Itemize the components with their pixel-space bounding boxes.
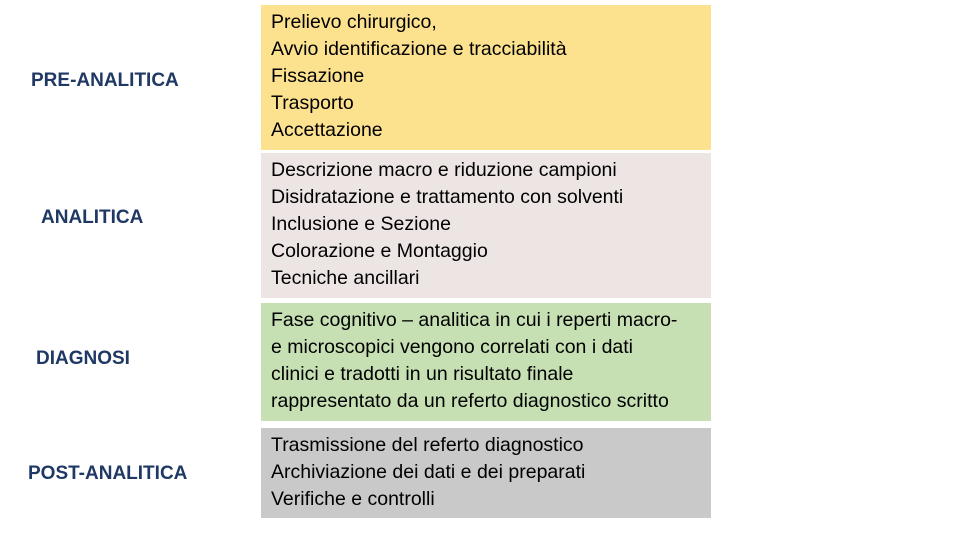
stage-line: Trasporto	[271, 92, 354, 114]
stage-line: rappresentato da un referto diagnostico scritto	[271, 390, 669, 412]
stage-line: clinici e tradotti in un risultato finale	[271, 363, 574, 385]
stage-line: Tecniche ancillari	[271, 267, 420, 289]
stage-line: Fissazione	[271, 65, 365, 87]
stage-line: Accettazione	[271, 119, 383, 141]
stage-box-diagnosi	[261, 303, 711, 421]
stage-box-post-analitica	[261, 428, 711, 518]
stage-box-analitica	[261, 153, 711, 298]
stage-label-post-analitica: POST-ANALITICA	[28, 463, 188, 484]
stage-line: Avvio identificazione e tracciabilità	[271, 38, 567, 60]
stage-line: e microscopici vengono correlati con i dati	[271, 336, 634, 358]
stage-label-analitica: ANALITICA	[41, 207, 144, 228]
stage-line: Descrizione macro e riduzione campioni	[271, 159, 617, 181]
stage-label-diagnosi: DIAGNOSI	[36, 348, 130, 369]
stage-line: Prelievo chirurgico,	[271, 11, 437, 33]
stage-line: Disidratazione e trattamento con solventi	[271, 186, 624, 208]
stage-line: Inclusione e Sezione	[271, 213, 451, 235]
stage-line: Verifiche e controlli	[271, 488, 435, 510]
stage-line: Archiviazione dei dati e dei preparati	[271, 461, 586, 483]
stage-box-pre-analitica	[261, 5, 711, 150]
stage-line: Fase cognitivo – analitica in cui i reperti macro-	[271, 309, 678, 331]
stage-label-pre-analitica: PRE-ANALITICA	[31, 70, 179, 91]
stage-line: Colorazione e Montaggio	[271, 240, 488, 262]
stage-line: Trasmissione del referto diagnostico	[271, 434, 584, 456]
